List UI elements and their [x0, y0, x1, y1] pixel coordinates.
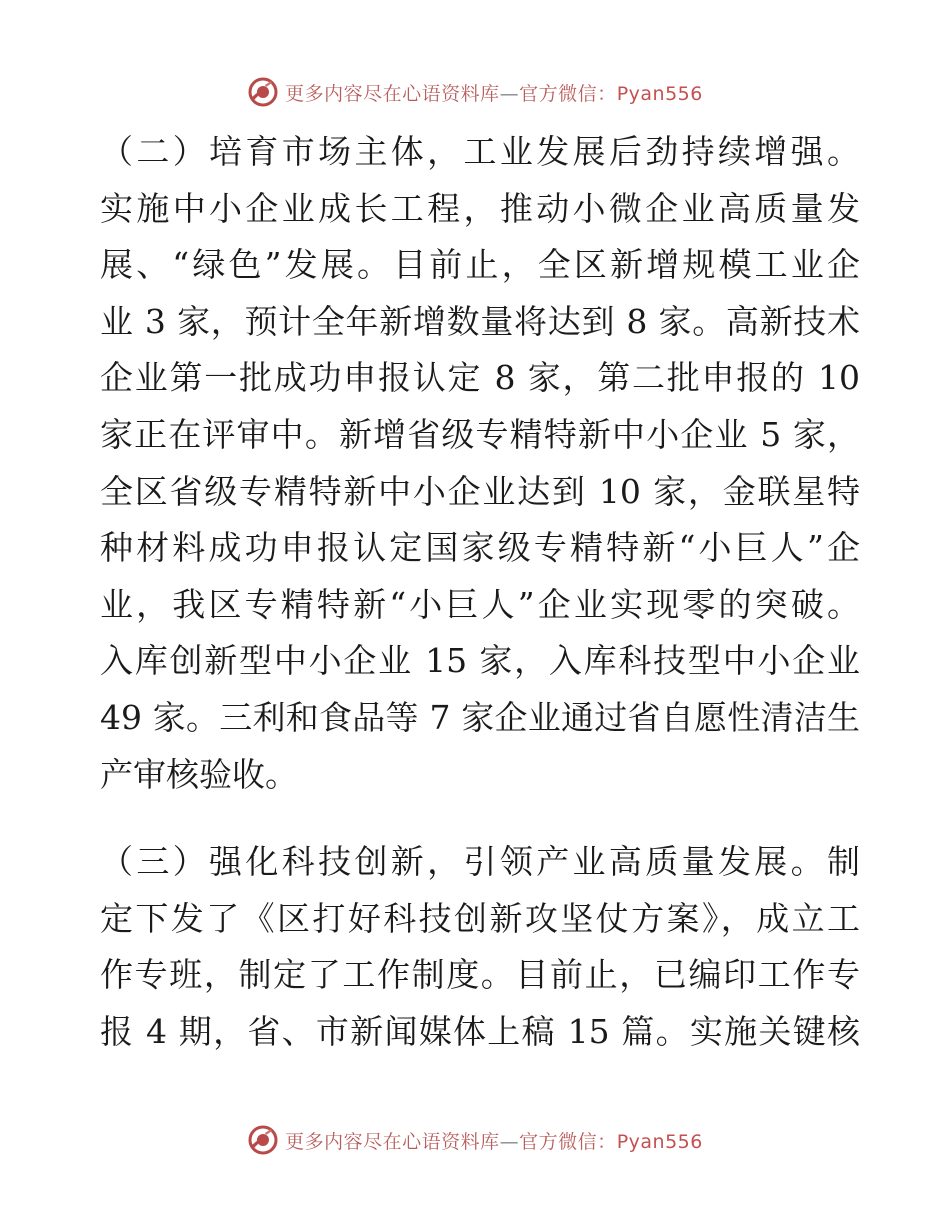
text-line: 家正在评审中。新增省级专精特新中小企业 5 家， [100, 414, 860, 454]
text-line: （二）培育市场主体，工业发展后劲持续增强。 [100, 132, 860, 171]
text-line: 展、“绿色”发展。目前止，全区新增规模工业企 [100, 245, 860, 285]
watermark-suffix: 官方微信： [519, 82, 617, 105]
watermark-prefix: 更多内容尽在心语资料库 [285, 1130, 500, 1153]
watermark-text [285, 79, 703, 106]
paragraph-innovation [100, 834, 860, 1060]
text-line: 种材料成功申报认定国家级专精特新“小巨人”企 [100, 528, 860, 568]
text-line: 业 3 家，预计全年新增数量将达到 8 家。高新技术 [100, 301, 860, 341]
text-line: 实施中小企业成长工程，推动小微企业高质量发 [100, 188, 860, 228]
watermark-separator: — [499, 1130, 520, 1153]
text-line: 报 4 期，省、市新闻媒体上稿 15 篇。实施关键核 [100, 1011, 860, 1051]
watermark-banner-top [0, 72, 950, 112]
text-line: 49 家。三利和食品等 7 家企业通过省自愿性清洁生 [100, 697, 860, 737]
watermark-separator: — [499, 82, 520, 105]
watermark-prefix: 更多内容尽在心语资料库 [285, 82, 500, 105]
text-line: 全区省级专精特新中小企业达到 10 家，金联星特 [100, 471, 860, 511]
text-line: （三）强化科技创新，引领产业高质量发展。制 [100, 842, 860, 881]
text-line: 产审核验收。 [100, 754, 298, 794]
text-line: 业，我区专精特新“小巨人”企业实现零的突破。 [100, 584, 860, 624]
text-line: 企业第一批成功申报认定 8 家，第二批申报的 10 [100, 358, 860, 398]
watermark-account: Pyan556 [616, 82, 703, 105]
brand-logo-icon [247, 1124, 279, 1156]
watermark-account: Pyan556 [616, 1130, 703, 1153]
paragraph-industry [100, 124, 860, 803]
watermark-banner-bottom [0, 1120, 950, 1160]
brand-logo-icon [247, 76, 279, 108]
text-line: 作专班，制定了工作制度。目前止，已编印工作专 [100, 955, 860, 995]
text-line: 定下发了《区打好科技创新攻坚仗方案》，成立工 [100, 898, 860, 938]
text-line: 入库创新型中小企业 15 家，入库科技型中小企业 [100, 641, 860, 681]
watermark-text [285, 1127, 703, 1154]
watermark-suffix: 官方微信： [519, 1130, 617, 1153]
